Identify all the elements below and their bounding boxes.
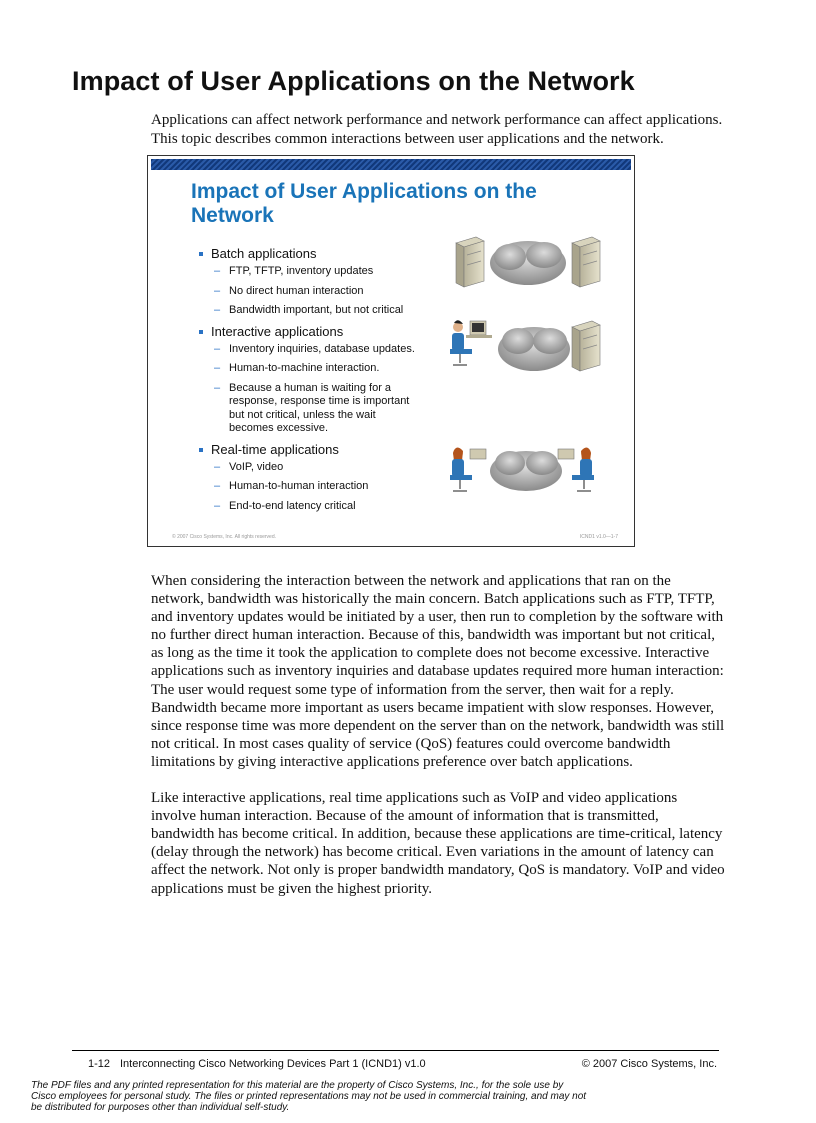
user-workstation-icon: [450, 320, 492, 365]
user-workstation-icon: [558, 447, 594, 491]
slide-figure: [147, 155, 635, 547]
batch-scene: [456, 237, 600, 287]
server-icon: [456, 237, 484, 287]
sub-item: – Human-to-machine interaction.: [198, 362, 438, 376]
slide-title: Impact of User Applications on the Network: [191, 180, 537, 227]
sub-item: – Human-to-human interaction: [198, 480, 438, 494]
slide-copyright: © 2007 Cisco Systems, Inc. All rights reserved.: [172, 534, 277, 540]
slide-bullet-list: [198, 246, 438, 519]
cloud-icon: [490, 451, 562, 491]
server-icon: [572, 321, 600, 371]
interactive-scene: [450, 320, 600, 371]
sub-item: – End-to-end latency critical: [198, 500, 438, 514]
footer-page-number: 1-12: [88, 1058, 111, 1070]
bullet-real-time: Real-time applications: [198, 442, 438, 458]
network-illustration: [448, 231, 608, 521]
sub-item: – Because a human is waiting for a response, response time is important but not critical, unless the wait becomes excessive.: [198, 382, 419, 436]
sub-item: – No direct human interaction: [198, 285, 438, 299]
intro-paragraph: Applications can affect network performance and network performance can affect applications. This topic describes common interactions between user applications and the network.: [151, 112, 723, 147]
bullet-batch: Batch applications: [198, 246, 438, 262]
body-paragraph: Like interactive applications, real time applications such as VoIP and video applications involve human interaction. Because of the amount of information that is transmitted, bandwidth has become critical. In addition, because these applications are time-critical, latency (delay through the network) has become critical. Even variations in the amount of latency can affect the network. Not only is proper bandwidth mandatory, QoS is mandatory. VoIP and video applications must be given the highest priority.: [151, 790, 725, 897]
body-text: [151, 572, 725, 916]
footer-course-title: Interconnecting Cisco Networking Devices Part 1 (ICND1) v1.0: [120, 1058, 426, 1070]
slide-header-bar: [151, 159, 631, 170]
page-title: Impact of User Applications on the Network: [72, 66, 635, 96]
slide-number: ICND1 v1.0—1-7: [579, 534, 618, 540]
sub-item: – FTP, TFTP, inventory updates: [198, 265, 438, 279]
sub-item: – VoIP, video: [198, 461, 438, 475]
cloud-icon: [490, 241, 566, 285]
server-icon: [572, 237, 600, 287]
user-workstation-icon: [450, 447, 486, 491]
footer-disclaimer: The PDF files and any printed representation for this material are the property of Cisco Systems, Inc., for the sole use by Cisco employees for personal study. The files or printed representations may not be used in commercial training, and may not be distributed for purposes other than individual self-study.: [31, 1080, 587, 1113]
sub-item: – Bandwidth important, but not critical: [198, 304, 438, 318]
footer-divider: [72, 1050, 719, 1051]
body-paragraph: When considering the interaction between the network and applications that ran on the network, bandwidth was historically the main concern. Batch applications such as FTP, TFTP, and inventory updates would be initiated by a user, then run to completion by the software with no further direct human interaction. Because of this, bandwidth was important but not critical, as long as the time it took the application to complete does not become excessive. Interactive applications such as inventory inquiries and database updates required more human interaction: The user would request some type of information from the server, then wait for a reply. Bandwidth became more important as users became impatient with slow responses. However, since response time was more dependent on the server than on the network, bandwidth was still not critical. In most cases quality of service (QoS) features could overcome bandwidth limitations by giving interactive applications preference over batch applications.: [151, 573, 725, 770]
bullet-interactive: Interactive applications: [198, 324, 438, 340]
footer-copyright: © 2007 Cisco Systems, Inc.: [581, 1058, 717, 1070]
cloud-icon: [498, 327, 570, 371]
real-time-scene: [450, 447, 594, 491]
sub-item: – Inventory inquiries, database updates.: [198, 343, 438, 357]
